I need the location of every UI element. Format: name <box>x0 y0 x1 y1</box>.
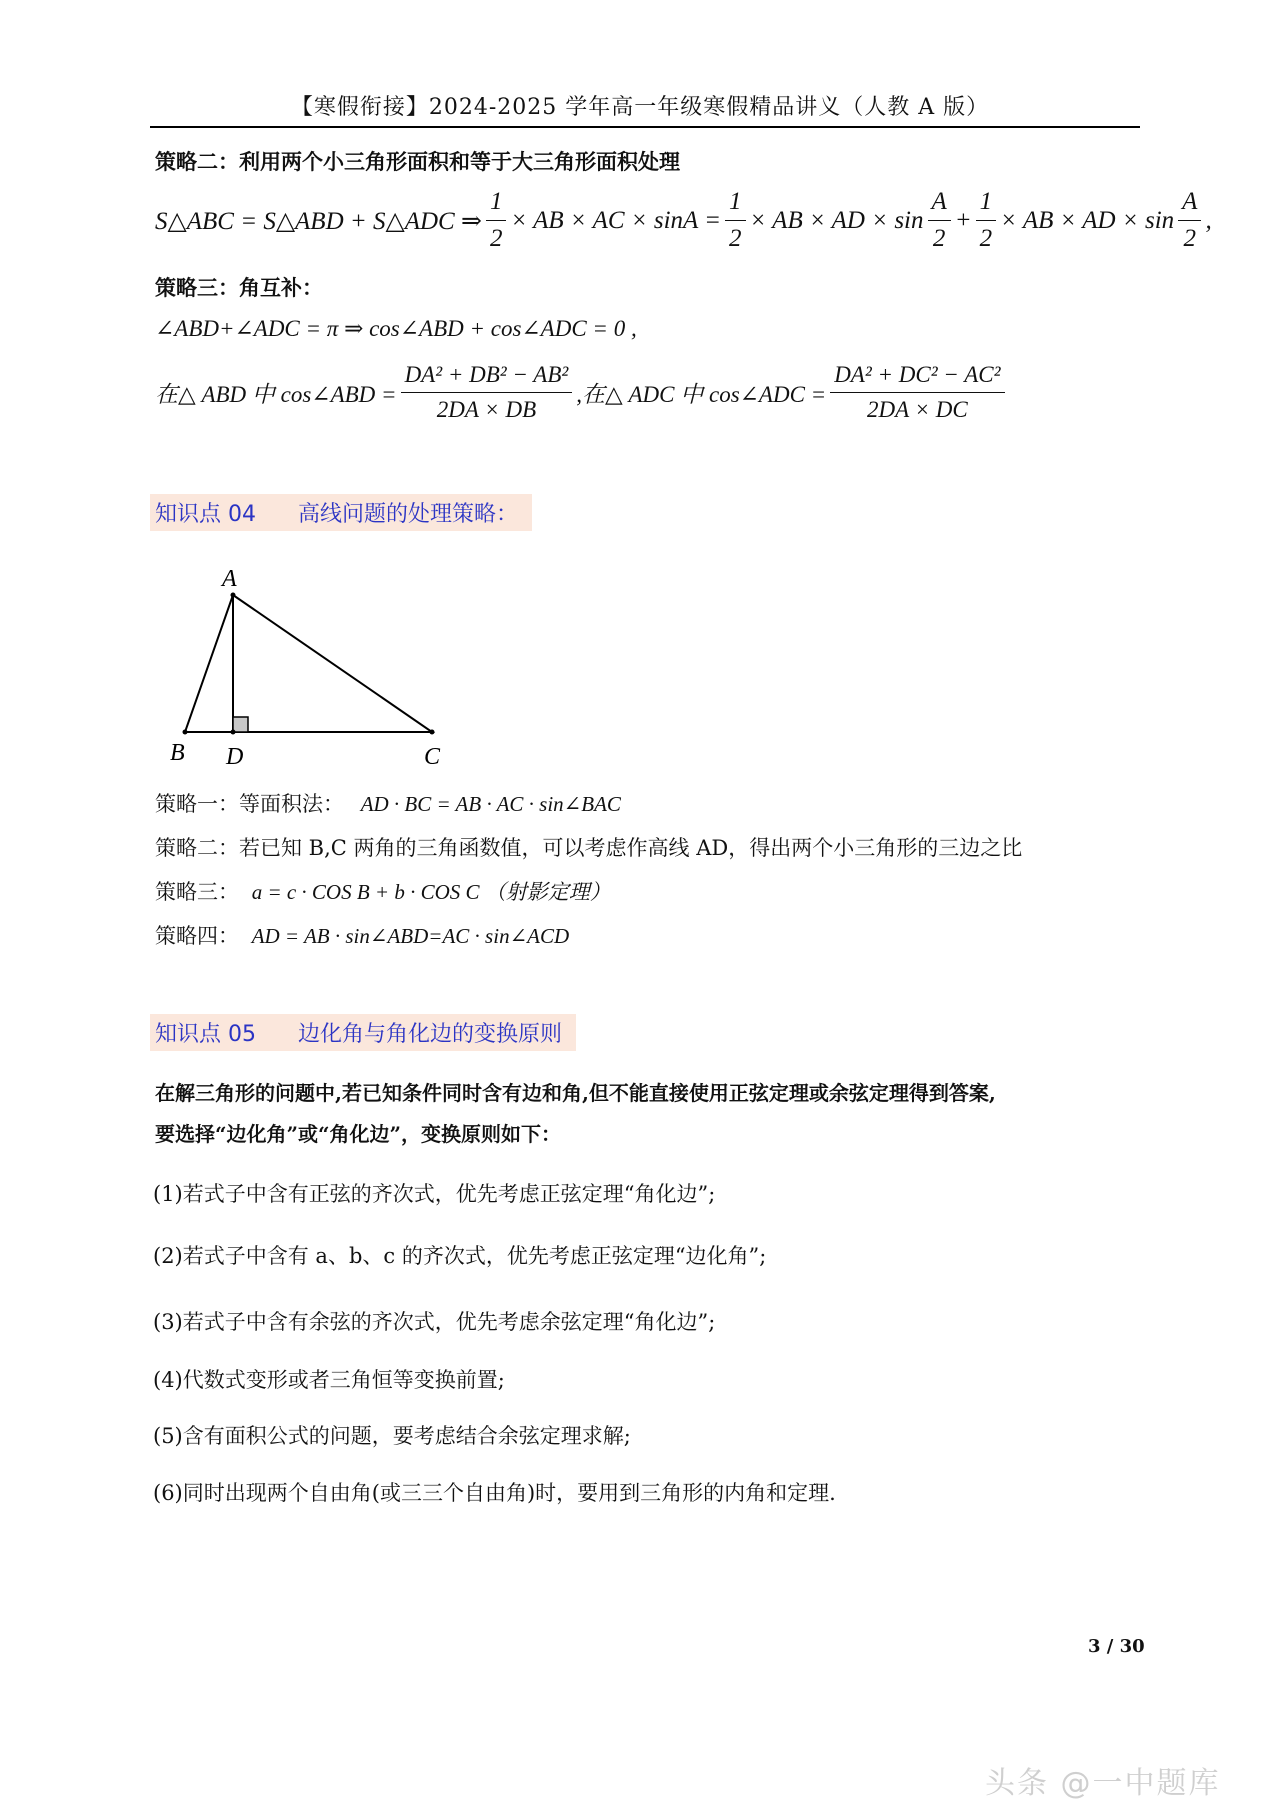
half-fraction-2: $\frac{1}{2}$ <box>725 188 746 253</box>
point-c <box>430 730 435 735</box>
point-a <box>231 593 236 598</box>
kp05-number: 知识点 05 <box>155 1022 256 1047</box>
half-angle-fraction-1: $\frac{A}{2}$ <box>928 188 951 253</box>
cos-adc-prefix: ,在△ ADC 中 cos∠ADC = <box>576 382 827 407</box>
altitude-triangle-figure <box>160 560 460 780</box>
half-fraction-1: $\frac{1}{2}$ <box>486 188 507 253</box>
intro-line-1: 在解三角形的问题中,若已知条件同时含有边和角,但不能直接使用正弦定理或余弦定理得到答案, <box>155 1081 996 1105</box>
kp04-number: 知识点 04 <box>155 502 256 527</box>
height-strategy-1-text: AD · BC = AB · AC · sin∠BAC <box>360 792 621 816</box>
strategy3-title: 策略三：角互补： <box>155 275 323 300</box>
cos-abd-prefix: 在△ ABD 中 cos∠ABD = <box>155 382 397 407</box>
area-term-2: × AB × AD × sin <box>749 206 924 234</box>
label-c: C <box>424 744 441 770</box>
strategy2-formula <box>155 188 1212 253</box>
label-a: A <box>222 566 237 592</box>
knowledge-point-05 <box>150 1014 576 1051</box>
point-b <box>183 730 188 735</box>
height-strategy-3 <box>155 876 611 906</box>
point-d <box>231 730 236 735</box>
strategy3-line1: ∠ABD+∠ADC = π ⇒ cos∠ABD + cos∠ADC = 0 , <box>155 316 637 341</box>
height-strategy-4-text: AD = AB · sin∠ABD=AC · sin∠ACD <box>251 924 570 948</box>
cos-adc-fraction: $\frac{\text{DA² + DC² − AC²}}{2DA \times DC}$ <box>830 362 1004 423</box>
half-fraction-3: $\frac{1}{2}$ <box>976 188 997 253</box>
watermark: 头条 @一中题库 <box>985 1766 1221 1801</box>
rule-3: (3)若式子中含有余弦的齐次式，优先考虑余弦定理“角化边”; <box>153 1310 716 1334</box>
header-divider <box>150 126 1140 128</box>
rule-6: (6)同时出现两个自由角(或三三个自由角)时，要用到三角形的内角和定理. <box>153 1481 836 1505</box>
cos-abd-fraction: $\frac{\text{DA² + DB² − AB²}}{2DA \times DB}$ <box>401 362 573 423</box>
area-term-1: × AB × AC × sinA = <box>510 206 721 234</box>
height-strategy-3-text: a = c · COS B + b · COS C （射影定理） <box>251 880 611 904</box>
height-strategy-1-label: 策略一：等面积法： <box>155 792 344 816</box>
knowledge-point-04 <box>150 494 532 531</box>
label-d: D <box>226 744 244 770</box>
label-b: B <box>170 740 185 766</box>
half-angle-fraction-2: $\frac{A}{2}$ <box>1178 188 1201 253</box>
rule-4: (4)代数式变形或者三角恒等变换前置; <box>153 1368 505 1392</box>
height-strategy-3-label: 策略三： <box>155 880 239 904</box>
intro-line-2: 要选择“边化角”或“角化边”，变换原则如下： <box>155 1122 562 1146</box>
rule-1: (1)若式子中含有正弦的齐次式，优先考虑正弦定理“角化边”; <box>153 1182 716 1206</box>
area-sum-left: S△ABC = S△ABD + S△ADC ⇒ <box>155 207 482 235</box>
strategy3-line2 <box>155 362 1009 423</box>
height-strategy-2-label: 策略二： <box>155 836 239 860</box>
height-strategy-4-label: 策略四： <box>155 924 239 948</box>
kp04-title: 高线问题的处理策略： <box>298 502 519 527</box>
height-strategy-2-text: 若已知 B,C 两角的三角函数值，可以考虑作高线 AD，得出两个小三角形的三边之比 <box>239 836 1023 860</box>
triangle-abc <box>185 595 432 732</box>
rule-5: (5)含有面积公式的问题，要考虑结合余弦定理求解; <box>153 1424 631 1448</box>
area-term-3: × AB × AD × sin <box>1000 206 1175 234</box>
height-strategy-2 <box>155 832 1022 862</box>
page-number: 3 / 30 <box>1088 1636 1145 1657</box>
strategy2-title: 策略二：利用两个小三角形面积和等于大三角形面积处理 <box>155 149 680 174</box>
page-header: 【寒假衔接】2024-2025 学年高一年级寒假精品讲义（人教 A 版） <box>290 95 990 120</box>
plus-sign: + <box>954 206 972 234</box>
formula-comma: , <box>1205 206 1212 234</box>
height-strategy-4 <box>155 920 569 950</box>
right-angle-mark <box>233 717 248 732</box>
height-strategy-1 <box>155 788 621 818</box>
rule-2: (2)若式子中含有 a、b、c 的齐次式，优先考虑正弦定理“边化角”; <box>153 1244 767 1268</box>
kp05-title: 边化角与角化边的变换原则 <box>298 1022 563 1047</box>
